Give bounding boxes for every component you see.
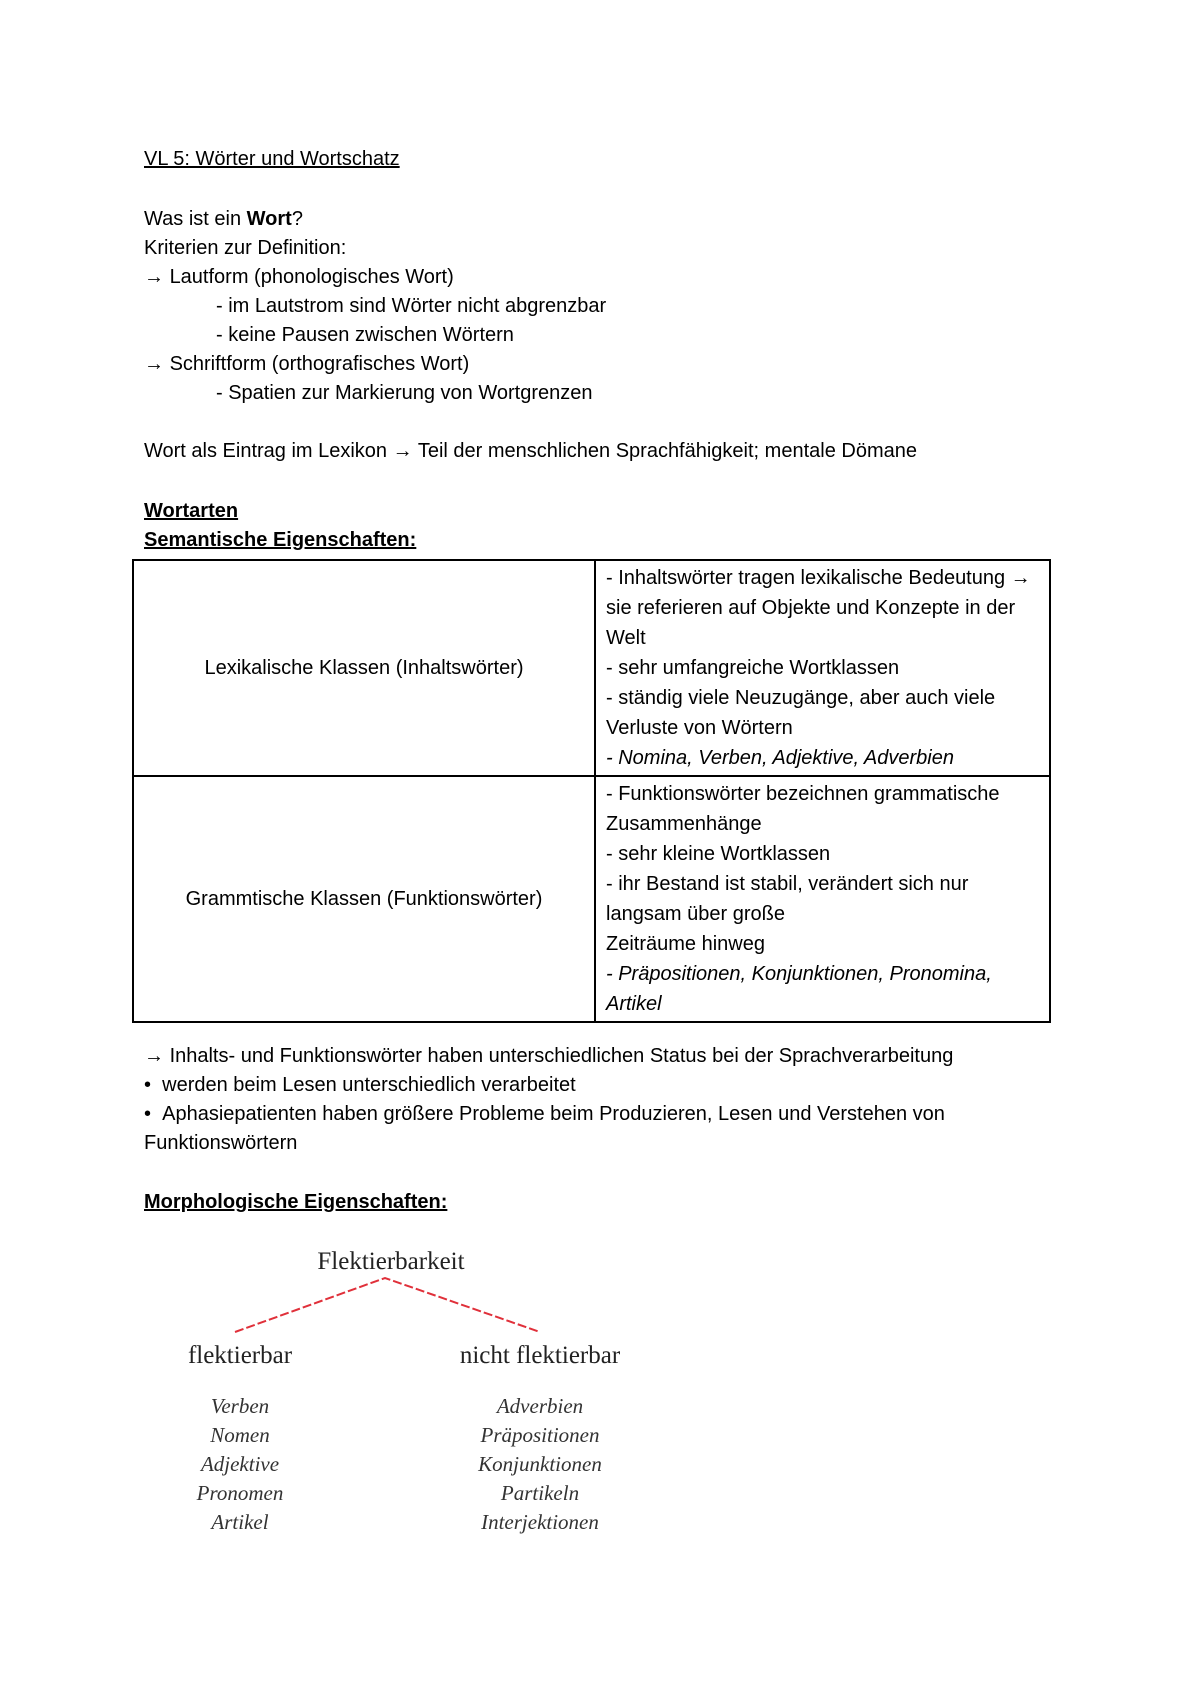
table-row — [133, 776, 1050, 1022]
arrow-icon: → — [392, 440, 413, 462]
right-branch-list — [440, 1392, 640, 1537]
left-branch-list — [140, 1392, 340, 1537]
lautform-point: - im Lautstrom sind Wörter nicht abgrenzbar — [216, 295, 607, 317]
examples-line: - Nomina, Verben, Adjektive, Adverbien — [606, 747, 954, 769]
bullet-icon: • — [144, 1103, 152, 1125]
description-line: - ständig viele Neuzugänge, aber auch viele Verluste von Wörtern — [606, 687, 996, 739]
question-line — [144, 205, 303, 233]
examples-line: - Präpositionen, Konjunktionen, Pronomina, Artikel — [606, 963, 992, 1015]
grammatical-classes-description — [595, 776, 1050, 1022]
question-bold-word: Wort — [246, 208, 292, 230]
diagram-branch-lines — [150, 1240, 670, 1350]
description-line: - sehr kleine Wortklassen — [606, 843, 831, 865]
bullet-line: • Aphasiepatienten haben größere Probleme beim Produzieren, Lesen und Verstehen von — [144, 1103, 945, 1125]
description-line: Zeiträume hinweg — [606, 933, 765, 955]
schriftform-label: Schriftform (orthografisches Wort) — [169, 353, 470, 375]
lexikon-line — [144, 437, 917, 465]
arrow-icon: → — [1010, 567, 1031, 589]
description-line: - Inhaltswörter tragen lexikalische Bedeutung → sie referieren auf Objekte und Konzepte in der Welt — [606, 567, 1031, 649]
morphology-heading: Morphologische Eigenschaften: — [144, 1191, 448, 1213]
list-item: Partikeln — [500, 1481, 580, 1505]
schriftform-point: - Spatien zur Markierung von Wortgrenzen — [216, 382, 593, 404]
lexical-classes-description — [595, 560, 1050, 776]
arrow-icon: → — [144, 1045, 164, 1067]
list-item: Adjektive — [200, 1452, 280, 1476]
wortarten-heading: Wortarten — [144, 500, 239, 522]
lautform-line — [144, 263, 454, 291]
list-item: Pronomen — [196, 1481, 284, 1505]
left-branch-head: flektierbar — [187, 1342, 293, 1369]
criteria-label: Kriterien zur Definition: — [144, 237, 347, 259]
page-title: VL 5: Wörter und Wortschatz — [144, 148, 400, 170]
list-item: Interjektionen — [481, 1510, 599, 1534]
lexical-classes-cell: Lexikalische Klassen (Inhaltswörter) — [133, 560, 595, 776]
list-item: Artikel — [211, 1510, 269, 1534]
lautform-label: Lautform (phonologisches Wort) — [169, 266, 454, 288]
table-row — [133, 560, 1050, 776]
schriftform-line — [144, 350, 469, 378]
grammatical-classes-cell: Grammtische Klassen (Funktionswörter) — [133, 776, 595, 1022]
semantic-properties-table — [132, 559, 1051, 1023]
right-branch-head: nicht flektierbar — [459, 1342, 621, 1369]
status-line: → Inhalts- und Funktionswörter haben unterschiedlichen Status bei der Sprachverarbeitung — [144, 1045, 954, 1067]
bullet-icon: • — [144, 1074, 152, 1096]
list-item: Präpositionen — [480, 1423, 600, 1447]
list-item: Konjunktionen — [478, 1452, 602, 1476]
description-line: - Funktionswörter bezeichnen grammatische Zusammenhänge — [606, 783, 1000, 835]
list-item: Nomen — [210, 1423, 270, 1447]
bullet-line: • werden beim Lesen unterschiedlich verarbeitet — [144, 1074, 576, 1096]
semantic-heading: Semantische Eigenschaften: — [144, 529, 417, 551]
diagram-root: Flektierbarkeit — [317, 1248, 465, 1275]
description-line: - sehr umfangreiche Wortklassen — [606, 657, 900, 679]
description-line: - ihr Bestand ist stabil, verändert sich nur langsam über große — [606, 873, 969, 925]
lexikon-post: Teil der menschlichen Sprachfähigkeit; mentale Dömane — [412, 440, 917, 462]
arrow-icon: → — [144, 353, 164, 375]
arrow-icon: → — [144, 266, 164, 288]
question-post: ? — [291, 208, 303, 230]
bullet-continuation: Funktionswörtern — [144, 1132, 298, 1154]
lexikon-pre: Wort als Eintrag im Lexikon — [144, 440, 393, 462]
question-pre: Was ist ein — [144, 208, 247, 230]
list-item: Adverbien — [496, 1394, 584, 1418]
lautform-point: - keine Pausen zwischen Wörtern — [216, 324, 514, 346]
inflection-diagram — [150, 1240, 670, 1560]
branch-line — [235, 1278, 540, 1332]
list-item: Verben — [210, 1394, 270, 1418]
